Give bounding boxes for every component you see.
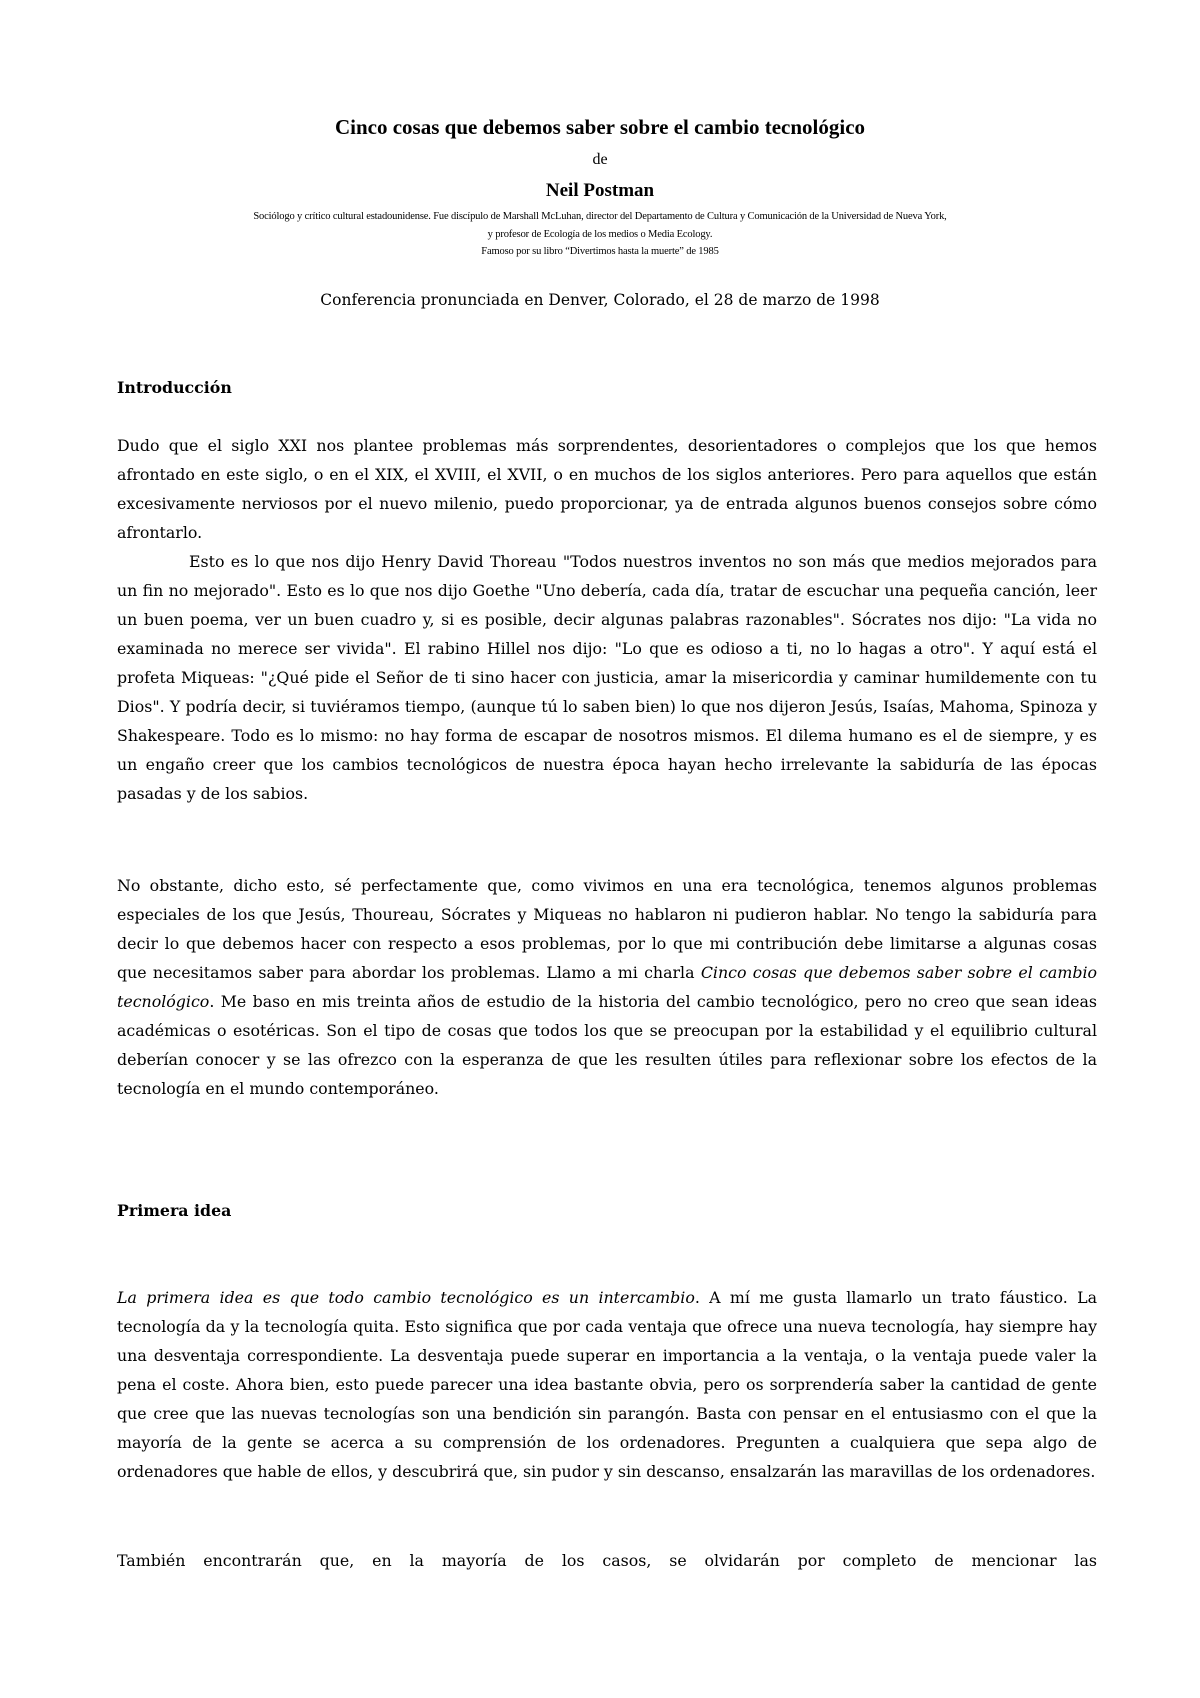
- paragraph-text: . Me baso en mis treinta años de estudio de la historia del cambio tecnológico, pero no creo que sean ideas académicas o esotéricas. Son el tipo de cosas que todos los que se preocupan por la estabilidad y el equilibrio cultural deberían conocer y se las ofrezco con la esperanza de que les resulten útiles para reflexionar sobre los efectos de la tecnología en el mundo contemporáneo.: [117, 992, 1097, 1098]
- paragraph: [117, 1283, 1097, 1486]
- document-title: Cinco cosas que debemos saber sobre el cambio tecnológico: [334, 115, 866, 139]
- section-heading-introduccion: Introducción: [117, 378, 232, 397]
- paragraph: También encontrarán que, en la mayoría de los casos, se olvidarán por completo de mencionar las: [117, 1551, 1097, 1570]
- paragraph-text: No obstante, dicho esto, sé perfectamente que, como vivimos en una era tecnológica, tenemos algunos problemas especiales de los que Jesús, Thoureau, Sócrates y Miqueas no hablaron ni pudieron hablar. No tengo la sabiduría para decir lo que debemos hacer con respecto a esos problemas, por lo que mi contribución debe limitarse a algunas cosas que necesitamos saber para abordar los problemas. Llamo a mi charla: [117, 876, 1097, 982]
- section-heading-primera-idea: Primera idea: [117, 1201, 232, 1220]
- conference-note: Conferencia pronunciada en Denver, Colorado, el 28 de marzo de 1998: [320, 291, 880, 309]
- intro-paragraph-1-block: [117, 431, 1097, 808]
- paragraph-text: . A mí me gusta llamarlo un trato fáustico. La tecnología da y la tecnología quita. Esto significa que por cada ventaja que ofrece una nueva tecnología, hay siempre hay una desventaja correspondiente. La desventaja puede superar en importancia a la ventaja, o la ventaja puede valer la pena el coste. Ahora bien, esto puede parecer una idea bastante obvia, pero os sorprendería saber la cantidad de gente que cree que las nuevas tecnologías son una bendición sin parangón. Basta con pensar en el entusiasmo con el que la mayoría de la gente se acerca a su comprensión de los ordenadores. Pregunten a cualquiera que sepa algo de ordenadores que hable de ellos, y descubrirá que, sin pudor y sin descanso, ensalzarán las maravillas de los ordenadores.: [117, 1288, 1097, 1481]
- author-bio: [100, 208, 1100, 261]
- paragraph: Dudo que el siglo XXI nos plantee problemas más sorprendentes, desorientadores o complejos que los que hemos afrontado en este siglo, o en el XIX, el XVIII, el XVII, o en muchos de los siglos anteriores. Pero para aquellos que están excesivamente nerviosos por el nuevo milenio, puedo proporcionar, ya de entrada algunos buenos consejos sobre cómo afrontarlo.: [117, 436, 1097, 542]
- first-idea-paragraph-2-block: [117, 1546, 1097, 1575]
- intro-paragraph-3-block: [117, 871, 1097, 1103]
- bio-line: Famoso por su libro “Divertimos hasta la muerte” de 1985: [481, 246, 719, 257]
- paragraph: Esto es lo que nos dijo Henry David Thoreau "Todos nuestros inventos no son más que medios mejorados para un fin no mejorado". Esto es lo que nos dijo Goethe "Uno debería, cada día, tratar de escuchar una pequeña canción, leer un buen poema, ver un buen cuadro y, si es posible, decir algunas palabras razonables". Sócrates nos dijo: "La vida no examinada no merece ser vivida". El rabino Hillel nos dijo: "Lo que es odioso a ti, no lo hagas a otro". Y aquí está el profeta Miqueas: "¿Qué pide el Señor de ti sino hacer con justicia, amar la misericordia y caminar humildemente con tu Dios". Y podría decir, si tuviéramos tiempo, (aunque tú lo saben bien) lo que nos dijeron Jesús, Isaías, Mahoma, Spinoza y Shakespeare. Todo es lo mismo: no hay forma de escapar de nosotros mismos. El dilema humano es el de siempre, y es un engaño creer que los cambios tecnológicos de nuestra época hayan hecho irrelevante la sabiduría de las épocas pasadas y de los sabios.: [117, 552, 1097, 803]
- paragraph: [117, 871, 1097, 1103]
- author-name: Neil Postman: [545, 180, 655, 201]
- first-idea-italic: La primera idea es que todo cambio tecnológico es un intercambio: [117, 1288, 695, 1307]
- first-idea-paragraph-block: [117, 1283, 1097, 1486]
- byline-de: de: [592, 151, 608, 168]
- bio-line: y profesor de Ecología de los medios o Media Ecology.: [487, 228, 713, 240]
- talk-title-italic: Cinco cosas que debemos saber sobre el cambio tecnológico: [117, 963, 1098, 1011]
- bio-line: Sociólogo y crítico cultural estadounidense. Fue discípulo de Marshall McLuhan, director del Departamento de Cultura y Comunicación de la Universidad de Nueva York,: [253, 211, 947, 222]
